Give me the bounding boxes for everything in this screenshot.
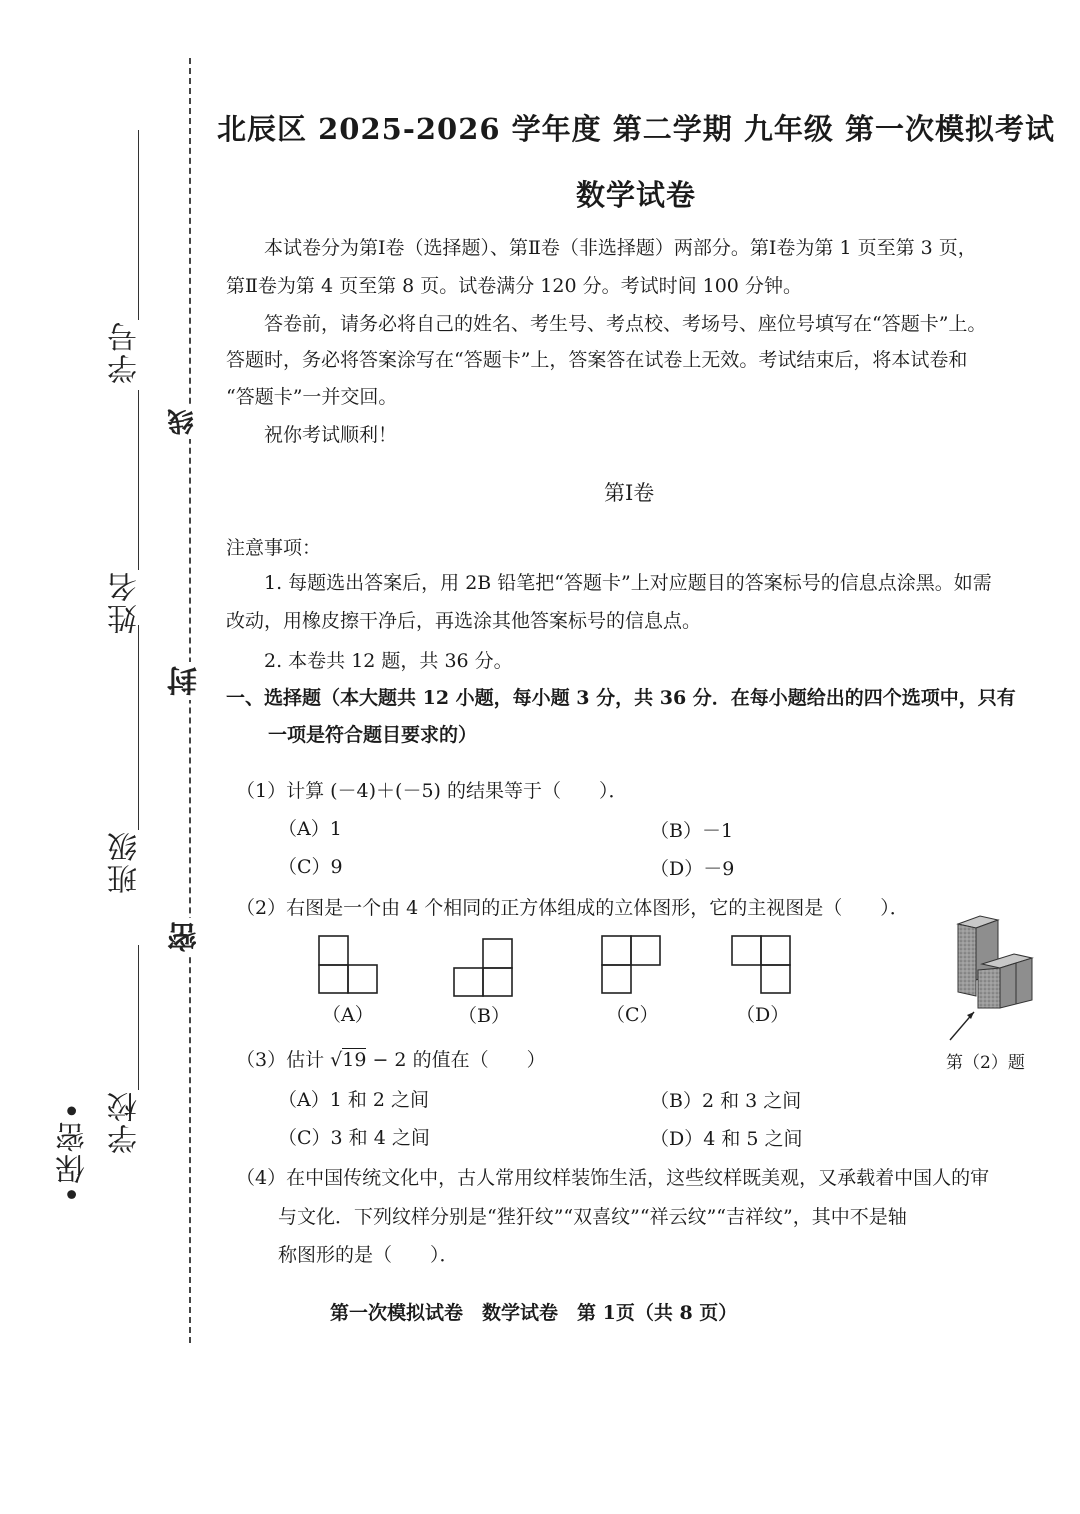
q3-radicand: 19	[342, 1049, 367, 1071]
q1-option-b: （B）－1	[650, 820, 734, 842]
sqrt-symbol: √	[330, 1049, 343, 1071]
q2-label-a: （A）	[322, 1004, 374, 1026]
q3-option-d: （D）4 和 5 之间	[650, 1128, 803, 1150]
q2-figure-c	[601, 935, 663, 995]
q2-stem: （2）右图是一个由 4 个相同的正方体组成的立体图形，它的主视图是（ ）．	[236, 897, 909, 919]
q3-stem-post: − 2 的值在（ ）	[366, 1049, 546, 1071]
seal-feng: 封	[164, 662, 208, 700]
q1-option-d: （D）－9	[650, 858, 735, 880]
q3-option-b: （B）2 和 3 之间	[650, 1090, 802, 1112]
exam-title: 北辰区 2025-2026 学年度 第二学期 九年级 第一次模拟考试	[217, 112, 1055, 146]
name-field-line	[138, 390, 139, 570]
class-label: 班级	[108, 830, 143, 894]
part-1-heading-line-1: 一、选择题（本大题共 12 小题，每小题 3 分，共 36 分．在每小题给出的四个选项中，只有	[226, 687, 1016, 709]
q2-figure-a	[318, 935, 380, 995]
q2-label-c: （C）	[606, 1004, 659, 1026]
q3-option-c: （C）3 和 4 之间	[278, 1127, 430, 1149]
binding-dashed-line	[189, 58, 191, 1343]
q4-line-3: 称图形的是（ ）．	[278, 1244, 459, 1266]
q4-line-2: 与文化．下列纹样分别是“狴犴纹”“双喜纹”“祥云纹”“吉祥纹”，其中不是轴	[278, 1206, 907, 1228]
seal-mi: 密	[164, 918, 208, 956]
note-2: 2. 本卷共 12 题，共 36 分。	[264, 650, 513, 672]
q1-stem: （1）计算 (－4)＋(－5) 的结果等于（ ）．	[236, 780, 628, 802]
secret-label: •保密•	[56, 1100, 91, 1204]
q2-figure-d	[731, 935, 793, 995]
q3-option-a: （A）1 和 2 之间	[278, 1089, 430, 1111]
student-id-label: 学号	[108, 320, 143, 384]
q4-line-1: （4）在中国传统文化中，古人常用纹样装饰生活，这些纹样既美观，又承载着中国人的审	[236, 1167, 990, 1189]
q2-figure-caption: 第（2）题	[946, 1053, 1025, 1073]
intro-line-1: 本试卷分为第Ⅰ卷（选择题）、第Ⅱ卷（非选择题）两部分。第Ⅰ卷为第 1 页至第 3 页，	[264, 237, 977, 259]
page-footer: 第一次模拟试卷 数学试卷 第 1页（共 8 页）	[330, 1302, 738, 1324]
q1-option-c: （C）9	[278, 856, 343, 878]
notes-title: 注意事项：	[226, 537, 322, 559]
student-id-field-line	[138, 130, 139, 320]
q3-stem-pre: （3）估计	[236, 1049, 331, 1071]
section-title: 第Ⅰ卷	[604, 481, 655, 505]
note-1-line-2: 改动，用橡皮擦干净后，再选涂其他答案标号的信息点。	[226, 610, 702, 632]
seal-xian: 线	[164, 405, 201, 439]
intro-line-5: “答题卡”一并交回。	[226, 386, 398, 408]
q2-label-d: （D）	[736, 1004, 790, 1026]
exam-subtitle: 数学试卷	[575, 178, 696, 212]
q3-stem	[236, 1050, 546, 1070]
q2-solid-figure	[940, 912, 1040, 1047]
q2-label-b: （B）	[458, 1005, 510, 1027]
intro-line-4: 答题时，务必将答案涂写在“答题卡”上，答案答在试卷上无效。考试结束后，将本试卷和	[226, 349, 968, 371]
school-field-line	[138, 945, 139, 1090]
q1-option-a: （A）1	[278, 818, 342, 840]
part-1-heading-line-2: 一项是符合题目要求的）	[268, 724, 478, 746]
class-field-line	[138, 625, 139, 830]
note-1-line-1: 1. 每题选出答案后，用 2B 铅笔把“答题卡”上对应题目的答案标号的信息点涂黑。如需	[264, 572, 992, 594]
q2-figure-b	[453, 938, 515, 998]
intro-line-2: 第Ⅱ卷为第 4 页至第 8 页。试卷满分 120 分。考试时间 100 分钟。	[226, 275, 802, 297]
name-label: 姓名	[108, 570, 143, 634]
intro-line-6: 祝你考试顺利！	[264, 424, 398, 446]
school-label: 学校	[108, 1090, 143, 1154]
intro-line-3: 答卷前，请务必将自己的姓名、考生号、考点校、考场号、座位号填写在“答题卡”上。	[264, 313, 987, 335]
